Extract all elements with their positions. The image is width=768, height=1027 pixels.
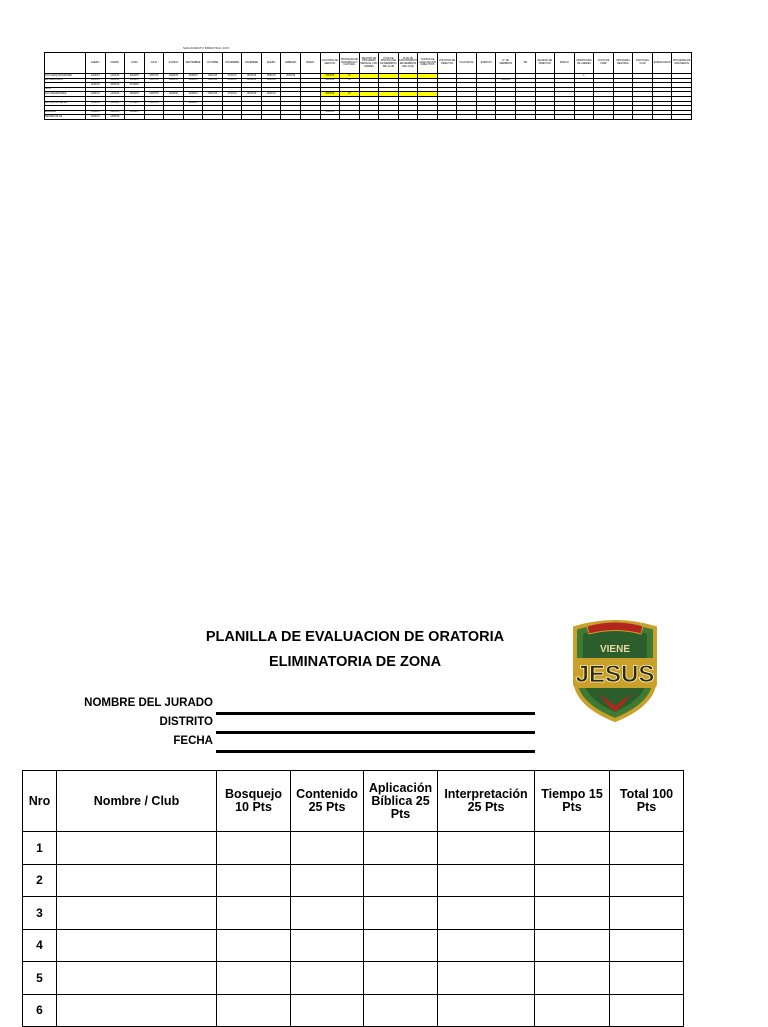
score-cell[interactable] <box>291 929 364 962</box>
spreadsheet-header-cell: CURSOS DE CAPACITACION DIRECTIVOS <box>418 53 438 74</box>
evaluation-body <box>23 832 684 1027</box>
score-cell[interactable] <box>610 864 684 897</box>
spreadsheet-cell: 18/03/15 <box>496 78 516 83</box>
spreadsheet-cell: 06/12/15 <box>242 78 262 83</box>
spreadsheet-header-cell: PROGRAMA DE MISIONEROS <box>672 53 692 74</box>
score-cell[interactable] <box>535 994 610 1027</box>
score-cell[interactable] <box>438 864 535 897</box>
spreadsheet-header-cell: VOLUNTAD DE DIRECTIVA <box>437 53 457 74</box>
spreadsheet-cell <box>516 115 536 120</box>
spreadsheet-header-cell: VOLUNTAD DE SERVICIO <box>320 53 340 74</box>
spreadsheet-cell: 04/07/15 <box>144 92 164 97</box>
header-aplicacion: Aplicación Bíblica 25 Pts <box>364 771 438 832</box>
spreadsheet-cell <box>359 115 379 120</box>
spreadsheet-cell <box>594 115 614 120</box>
score-cell[interactable] <box>364 897 438 930</box>
spreadsheet-cell <box>457 115 477 120</box>
header-interpretacion: Interpretación 25 Pts <box>438 771 535 832</box>
score-cell[interactable] <box>364 962 438 995</box>
spreadsheet-cell: 10/01/15 <box>86 115 106 120</box>
score-cell[interactable] <box>57 994 217 1027</box>
evaluation-row <box>23 864 684 897</box>
score-cell[interactable] <box>217 897 291 930</box>
header-contenido: Contenido 25 Pts <box>291 771 364 832</box>
score-cell[interactable] <box>217 962 291 995</box>
spreadsheet-cell: 10 <box>340 78 360 83</box>
spreadsheet-cell: 15/03/15 <box>105 101 125 106</box>
score-cell[interactable] <box>57 864 217 897</box>
header-total: Total 100 Pts <box>610 771 684 832</box>
spreadsheet-cell <box>398 115 418 120</box>
spreadsheet-cell: 14/03/15 <box>105 92 125 97</box>
spreadsheet-header-cell: NOVIEMBRE <box>222 53 242 74</box>
header-bosquejo: Bosquejo 10 Pts <box>217 771 291 832</box>
spreadsheet-cell: SION <box>45 87 86 92</box>
spreadsheet-cell: 16/08/15 <box>164 92 184 97</box>
spreadsheet-header-cell: MARZO <box>105 53 125 74</box>
spreadsheet-header-cell: SPI <box>516 53 536 74</box>
evaluation-row <box>23 832 684 865</box>
spreadsheet-cell: 15/03/15 <box>320 74 340 79</box>
spreadsheet-cell: 15/03/15 <box>320 110 340 115</box>
spreadsheet-header-cell: BASICO <box>555 53 575 74</box>
spreadsheet-cell: 15/03/15 <box>105 83 125 88</box>
spreadsheet-cell <box>555 115 575 120</box>
spreadsheet-cell <box>203 115 223 120</box>
spreadsheet-cell: 16/01/16 <box>261 78 281 83</box>
spreadsheet-header-cell: PROGRAMA DE DESARROLLO CULTURAL <box>340 53 360 74</box>
spreadsheet-header-cell: PLAN DE CONOCIMIENTO DE MIEMBROS DEL CLUB <box>398 53 418 74</box>
spreadsheet-header-cell: CUOTA DE CAMP <box>594 53 614 74</box>
spreadsheet-cell: 1 <box>574 74 594 79</box>
spreadsheet-cell: ANTORCHAS DE FE <box>45 101 86 106</box>
spreadsheet-cell <box>535 115 555 120</box>
spreadsheet-cell: 07/06/15 <box>125 83 145 88</box>
score-cell[interactable] <box>610 929 684 962</box>
spreadsheet-header-cell: MARZO <box>301 53 321 74</box>
header-nro: Nro <box>23 771 57 832</box>
spreadsheet-cell <box>144 115 164 120</box>
logo-top-text: VIENE <box>599 644 631 655</box>
score-cell[interactable] <box>438 962 535 995</box>
score-cell[interactable] <box>57 832 217 865</box>
row-number: 4 <box>23 929 57 962</box>
spreadsheet-cell: HEROES DE FE <box>45 115 86 120</box>
evaluation-row <box>23 897 684 930</box>
evaluation-row <box>23 929 684 962</box>
spreadsheet-header-cell: ENERO <box>86 53 106 74</box>
spreadsheet-header-row <box>45 53 692 74</box>
spreadsheet-cell <box>437 115 457 120</box>
score-cell[interactable] <box>291 994 364 1027</box>
spreadsheet-header-cell: JUNIO <box>125 53 145 74</box>
spreadsheet-cell: 08/11/15 <box>222 78 242 83</box>
spreadsheet-cell: 04/07/15 <box>144 74 164 79</box>
score-cell[interactable] <box>610 962 684 995</box>
score-cell[interactable] <box>291 832 364 865</box>
score-cell[interactable] <box>364 994 438 1027</box>
spreadsheet-cell: 06/06/15 <box>125 110 145 115</box>
spreadsheet-cell: 07/06/15 <box>125 101 145 106</box>
spreadsheet-cell: 14/03/15 <box>105 74 125 79</box>
score-cell[interactable] <box>438 832 535 865</box>
spreadsheet-cell: 07/11/15 <box>222 74 242 79</box>
jurado-line[interactable] <box>216 712 535 715</box>
spreadsheet-cell: 15/03/15 <box>320 92 340 97</box>
spreadsheet-cell: 10/01/15 <box>86 92 106 97</box>
row-number: 6 <box>23 994 57 1027</box>
score-cell[interactable] <box>438 994 535 1027</box>
score-cell[interactable] <box>535 897 610 930</box>
spreadsheet-cell <box>242 115 262 120</box>
score-cell[interactable] <box>610 994 684 1027</box>
score-cell[interactable] <box>57 897 217 930</box>
spreadsheet-cell <box>574 115 594 120</box>
spreadsheet-cell <box>320 115 340 120</box>
score-cell[interactable] <box>217 929 291 962</box>
spreadsheet-cell: 11/01/15 <box>86 101 106 106</box>
spreadsheet-cell: 16/08/15 <box>164 74 184 79</box>
spreadsheet-header-cell: REUNION DE DIRECTIVA <box>535 53 555 74</box>
fecha-label: FECHA <box>173 735 213 747</box>
spreadsheet-cell: 06/06/15 <box>125 92 145 97</box>
evaluation-row <box>23 962 684 995</box>
row-number: 3 <box>23 897 57 930</box>
spreadsheet-cell: 14/03/15 <box>105 110 125 115</box>
spreadsheet-cell: 07/11/15 <box>222 92 242 97</box>
spreadsheet-cell <box>183 115 203 120</box>
evaluation-row <box>23 994 684 1027</box>
spreadsheet-cell <box>301 115 321 120</box>
spreadsheet-cell: 12/09/15 <box>183 92 203 97</box>
spreadsheet-cell: 05/12/15 <box>242 74 262 79</box>
spreadsheet-cell <box>613 115 633 120</box>
spreadsheet-header-cell: AGOSTO <box>164 53 184 74</box>
spreadsheet-cell: LOS VENCEDORES <box>45 92 86 97</box>
spreadsheet-cell <box>261 115 281 120</box>
score-cell[interactable] <box>291 897 364 930</box>
spreadsheet-header-cell: N° DE MIEMBROS <box>496 53 516 74</box>
spreadsheet-cell: 03/10/15 <box>203 74 223 79</box>
spreadsheet-header-cell: DICIEMBRE <box>242 53 262 74</box>
spreadsheet-header-cell: PLAN ANUAL <box>457 53 477 74</box>
spreadsheet-cell <box>476 115 496 120</box>
spreadsheet-cell: 12/09/15 <box>183 78 203 83</box>
score-cell[interactable] <box>291 864 364 897</box>
spreadsheet-cell: 11/01/15 <box>86 83 106 88</box>
distrito-line[interactable] <box>216 731 535 734</box>
spreadsheet-header-cell: FEBRERO <box>281 53 301 74</box>
spreadsheet-cell <box>672 115 692 120</box>
spreadsheet-cell: 10/01/15 <box>86 110 106 115</box>
score-cell[interactable] <box>535 864 610 897</box>
spreadsheet-cell: 10/01/15 <box>86 78 106 83</box>
tracking-spreadsheet <box>44 52 692 120</box>
spreadsheet-cell: 06/06/15 <box>125 78 145 83</box>
spreadsheet-header-cell: DATOS DEL CLUB <box>633 53 653 74</box>
spreadsheet-header-cell: PROGRAMA REGIONAL <box>613 53 633 74</box>
form-subtitle: ELIMINATORIA DE ZONA <box>268 654 442 670</box>
spreadsheet-cell <box>222 115 242 120</box>
spreadsheet-cell <box>125 115 145 120</box>
spreadsheet-cell: 14/08/15 <box>164 78 184 83</box>
spreadsheet-cell: 14/03/15 <box>105 78 125 83</box>
spreadsheet-header-cell: INVESTIDURA DE LIDERES <box>574 53 594 74</box>
spreadsheet-cell: 05/07/15 <box>144 101 164 106</box>
score-cell[interactable] <box>610 897 684 930</box>
score-cell[interactable] <box>217 832 291 865</box>
spreadsheet-header-cell: ENERO <box>261 53 281 74</box>
row-number: 2 <box>23 864 57 897</box>
spreadsheet-cell: 10 <box>340 74 360 79</box>
evaluation-header-row <box>23 771 684 832</box>
spreadsheet-header-cell: PLAN DE DISCIPULADO DE MIEMBROS DEL CLUB <box>379 53 399 74</box>
spreadsheet-body <box>45 74 692 120</box>
score-cell[interactable] <box>364 929 438 962</box>
score-cell[interactable] <box>57 929 217 962</box>
spreadsheet-cell: 03/10/15 <box>203 78 223 83</box>
spreadsheet-cell: 13/09/15 <box>183 101 203 106</box>
score-cell[interactable] <box>438 929 535 962</box>
score-cell[interactable] <box>535 929 610 962</box>
score-cell[interactable] <box>217 864 291 897</box>
spreadsheet-cell <box>652 115 672 120</box>
score-cell[interactable] <box>438 897 535 930</box>
spreadsheet-cell: 05/12/15 <box>242 92 262 97</box>
score-cell[interactable] <box>610 832 684 865</box>
spreadsheet-header-cell: ESPECIALIDAD <box>652 53 672 74</box>
spreadsheet-cell: EMANUEL <box>45 110 86 115</box>
spreadsheet-header-cell: REUNION DE PROGRAMA MENSUAL CON LIDERES <box>359 53 379 74</box>
row-number: 1 <box>23 832 57 865</box>
spreadsheet-cell: 16/01/16 <box>261 92 281 97</box>
score-cell[interactable] <box>535 962 610 995</box>
distrito-label: DISTRITO <box>159 716 213 728</box>
spreadsheet-cell: 14/03/15 <box>105 115 125 120</box>
spreadsheet-cell <box>633 115 653 120</box>
spreadsheet-cell: 12/03/15 <box>320 78 340 83</box>
spreadsheet-cell <box>281 115 301 120</box>
club-logo <box>569 618 661 722</box>
spreadsheet-cell: 15/01/16 <box>261 74 281 79</box>
score-cell[interactable] <box>364 832 438 865</box>
spreadsheet-cell: 04/07/15 <box>144 78 164 83</box>
fecha-line[interactable] <box>216 750 535 753</box>
spreadsheet-cell: 20/02/16 <box>281 74 301 79</box>
spreadsheet-cell: ESTRELLA AZUL <box>45 78 86 83</box>
spreadsheet-cell: 12/09/15 <box>183 74 203 79</box>
spreadsheet-row <box>45 115 692 120</box>
spreadsheet-cell: 06/06/15 <box>125 74 145 79</box>
form-title: PLANILLA DE EVALUACION DE ORATORIA <box>205 629 505 645</box>
spreadsheet-cell <box>340 115 360 120</box>
header-nombre-club: Nombre / Club <box>57 771 217 832</box>
spreadsheet-cell: 03/10/15 <box>203 92 223 97</box>
spreadsheet-header-cell: SEPTIEMBRE <box>183 53 203 74</box>
spreadsheet-cell <box>379 115 399 120</box>
spreadsheet-caption: SEGUIMIENTO BIMESTRAL 2015 <box>183 46 230 50</box>
spreadsheet-cell: 12/01/15 <box>86 74 106 79</box>
score-cell[interactable] <box>57 962 217 995</box>
jurado-label: NOMBRE DEL JURADO <box>84 697 213 709</box>
spreadsheet-cell: 10 <box>340 92 360 97</box>
spreadsheet-cell <box>164 115 184 120</box>
logo-text: JESUS <box>575 661 655 688</box>
header-tiempo: Tiempo 15 Pts <box>535 771 610 832</box>
spreadsheet-header-cell <box>45 53 86 74</box>
evaluation-table <box>22 770 684 1027</box>
spreadsheet-cell <box>496 115 516 120</box>
spreadsheet-header-cell: EVENTOS <box>476 53 496 74</box>
score-cell[interactable] <box>535 832 610 865</box>
spreadsheet-header-cell: OCTUBRE <box>203 53 223 74</box>
score-cell[interactable] <box>364 864 438 897</box>
spreadsheet-header-cell: JULIO <box>144 53 164 74</box>
score-cell[interactable] <box>217 994 291 1027</box>
spreadsheet-cell: LOS CONQUISTADORES <box>45 74 86 79</box>
score-cell[interactable] <box>291 962 364 995</box>
spreadsheet-cell <box>418 115 438 120</box>
row-number: 5 <box>23 962 57 995</box>
